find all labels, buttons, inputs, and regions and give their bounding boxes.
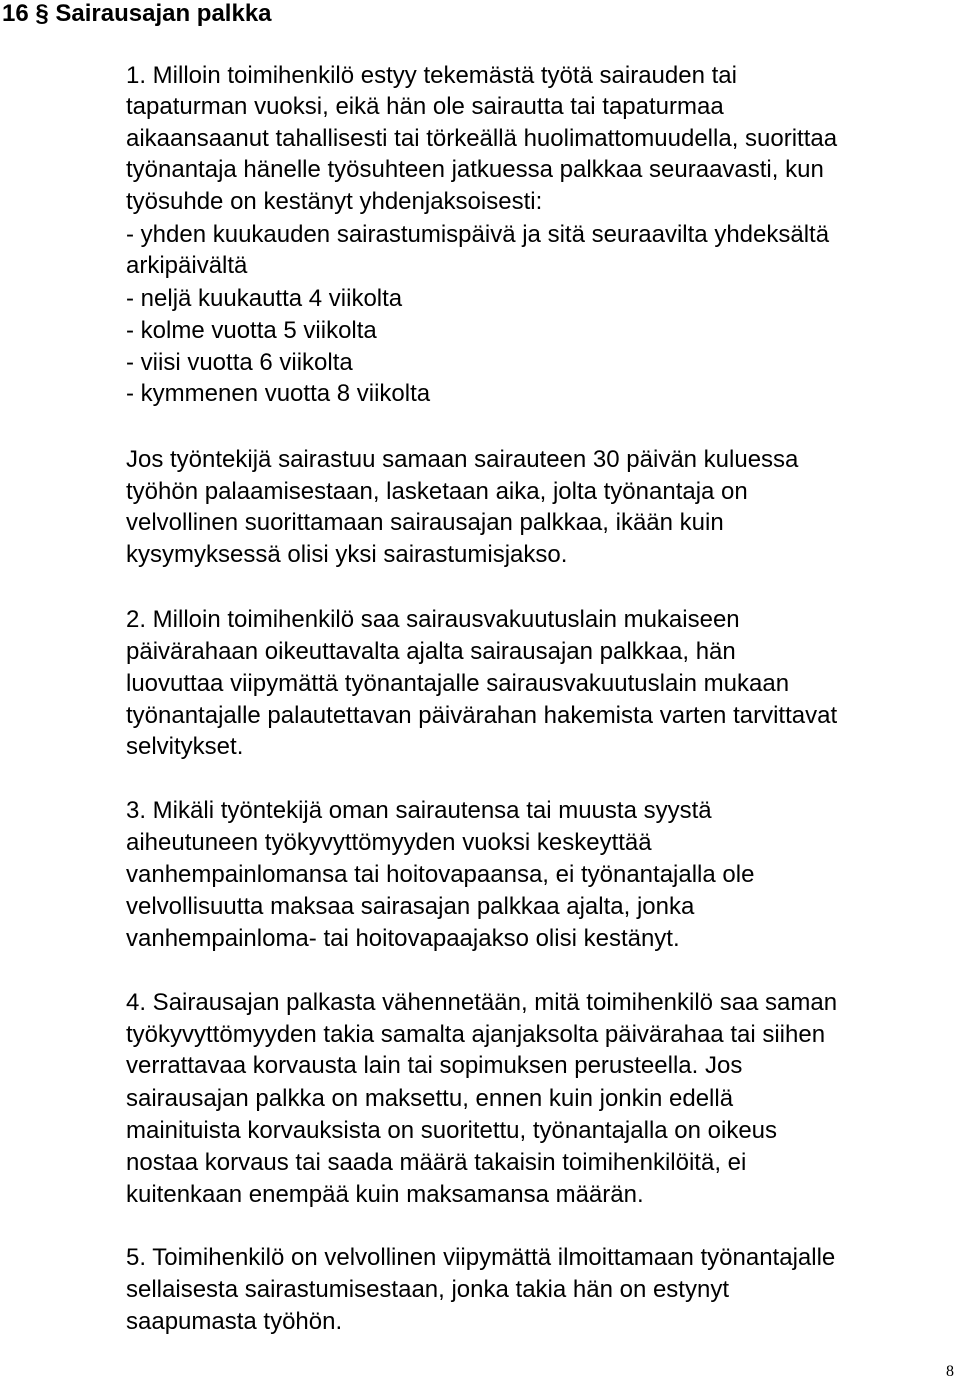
text-line: Jos työntekijä sairastuu samaan sairauteen 30 päivän kuluessa [126, 446, 799, 473]
text-line: - yhden kuukauden sairastumispäivä ja sitä seuraavilta yhdeksältä [126, 221, 830, 248]
text-line: 1. Milloin toimihenkilö estyy tekemästä työtä sairauden tai [126, 62, 737, 89]
text-line: nostaa korvaus tai saada määrä takaisin toimihenkilöitä, ei [126, 1149, 747, 1176]
text-line: tapaturman vuoksi, eikä hän ole sairautta tai tapaturmaa [126, 93, 724, 120]
text-line: 4. Sairausajan palkasta vähennetään, mitä toimihenkilö saa saman [126, 989, 838, 1016]
section-heading: 16 § Sairausajan palkka [2, 0, 272, 27]
text-line: sairausajan palkka on maksettu, ennen kuin jonkin edellä [126, 1085, 734, 1112]
text-line: työnantajalle palautettavan päivärahan hakemista varten tarvittavat [126, 702, 838, 729]
text-line: aikaansaanut tahallisesti tai törkeällä huolimattomuudella, suorittaa [126, 125, 838, 152]
text-line: selvitykset. [126, 733, 244, 760]
text-line: saapumasta työhön. [126, 1308, 343, 1335]
text-line: sellaisesta sairastumisestaan, jonka takia hän on estynyt [126, 1276, 729, 1303]
text-line: kuitenkaan enempää kuin maksamansa määrän. [126, 1181, 644, 1208]
text-line: velvollinen suorittamaan sairausajan palkkaa, ikään kuin [126, 509, 724, 536]
text-line: 2. Milloin toimihenkilö saa sairausvakuutuslain mukaiseen [126, 606, 740, 633]
text-line: työnantaja hänelle työsuhteen jatkuessa palkkaa seuraavasti, kun [126, 156, 824, 183]
text-line: aiheutuneen työkyvyttömyyden vuoksi keskeyttää [126, 829, 652, 856]
text-line: velvollisuutta maksaa sairasajan palkkaa ajalta, jonka [126, 893, 695, 920]
text-line: työhön palaamisestaan, lasketaan aika, jolta työnantaja on [126, 478, 748, 505]
text-line: - kymmenen vuotta 8 viikolta [126, 380, 431, 407]
text-line: - viisi vuotta 6 viikolta [126, 349, 353, 376]
page-number: 8 [946, 1363, 954, 1380]
text-line: 3. Mikäli työntekijä oman sairautensa tai muusta syystä [126, 797, 712, 824]
text-line: päivärahaan oikeuttavalta ajalta sairausajan palkkaa, hän [126, 638, 736, 665]
text-line: - kolme vuotta 5 viikolta [126, 317, 377, 344]
text-line: - neljä kuukautta 4 viikolta [126, 285, 403, 312]
text-line: luovuttaa viipymättä työnantajalle sairausvakuutuslain mukaan [126, 670, 790, 697]
text-line: verrattavaa korvausta lain tai sopimuksen perusteella. Jos [126, 1052, 743, 1079]
text-line: vanhempainloma- tai hoitovapaajakso olisi kestänyt. [126, 925, 680, 952]
text-line: työsuhde on kestänyt yhdenjaksoisesti: [126, 188, 543, 215]
text-line: 5. Toimihenkilö on velvollinen viipymättä ilmoittamaan työnantajalle [126, 1244, 836, 1271]
text-line: vanhempainlomansa tai hoitovapaansa, ei työnantajalla ole [126, 861, 755, 888]
text-line: kysymyksessä olisi yksi sairastumisjakso. [126, 541, 568, 568]
text-line: työkyvyttömyyden takia samalta ajanjaksolta päivärahaa tai siihen [126, 1021, 826, 1048]
text-line: mainituista korvauksista on suoritettu, työnantajalla on oikeus [126, 1117, 778, 1144]
text-line: arkipäivältä [126, 252, 248, 279]
